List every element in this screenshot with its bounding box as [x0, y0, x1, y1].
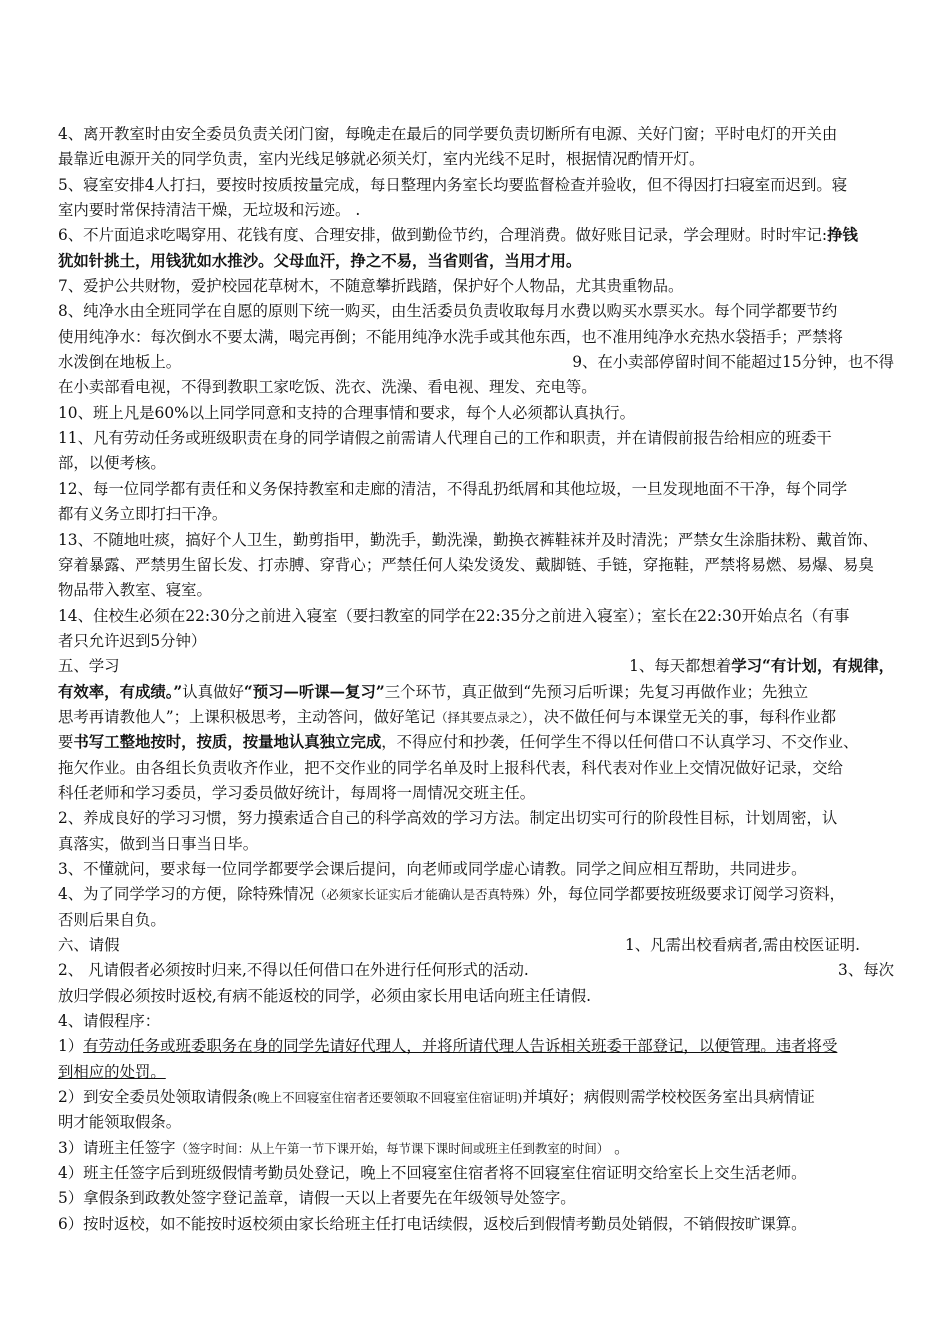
leave-step-2	[58, 1087, 894, 1108]
text: 。	[609, 1138, 630, 1157]
leave-step-1-cont	[58, 1062, 894, 1083]
study-4	[58, 884, 894, 905]
rule-12	[58, 479, 894, 500]
text: 科任老师和学习委员，学习委员做好统计，每周将一周情况交班主任。	[58, 783, 536, 802]
text: 13、不随地吐痰，搞好个人卫生，勤剪指甲，勤洗手，勤洗澡，勤换衣裤鞋袜并及时清洗；严禁女生涂脂抹粉、戴首饰、	[58, 530, 878, 549]
study-2	[58, 808, 894, 829]
text: 6、不片面追求吃喝穿用、花钱有度、合理安排，做到勤俭节约，合理消费。做好账目记录，学会理财。时时牢记:	[58, 226, 828, 245]
text: 6）按时返校，如不能按时返校须由家长给班主任打电话续假，返校后到假情考勤员处销假，不销假按旷课算。	[58, 1214, 807, 1233]
text: 思考再请教他人”；上课积极思考，主动答问，做好笔记	[58, 707, 436, 726]
leave-4	[58, 1011, 894, 1032]
rule-13	[58, 530, 894, 551]
text: 真落实，做到当日事当日毕。	[58, 834, 259, 853]
text: 10、班上凡是60%以上同学同意和支持的合理事情和要求，每个人必须都认真执行。	[58, 403, 636, 422]
text: 12、每一位同学都有责任和义务保持教室和走廊的清洁，不得乱扔纸屑和其他垃圾，一旦发现地面不干净，每个同学	[58, 479, 848, 498]
leave-step-6	[58, 1214, 894, 1235]
small-note: (晚上不回寝室住宿者还要领取不回寝室住宿证明)	[252, 1090, 523, 1106]
rule-9-cont	[58, 377, 894, 398]
text: 9、在小卖部停留时间不能超过15分钟，也不得	[572, 353, 894, 372]
rule-6-cont	[58, 251, 894, 272]
rule-4-cont	[58, 149, 894, 170]
text: 室内要时常保持清洁干燥，无垃圾和污迹。 .	[58, 201, 361, 220]
leave-3-cont	[58, 986, 894, 1007]
text: 7、爱护公共财物，爱护校园花草树木，不随意攀折践踏，保护好个人物品，尤其贵重物品。	[58, 277, 684, 296]
study-1-cont	[58, 758, 894, 779]
text: 1、每天都想着	[629, 657, 732, 676]
text: 14、住校生必须在22:30分之前进入寝室（要扫教室的同学在22:35分之前进入寝室）；室长在22:30开始点名（有事	[58, 606, 850, 625]
leave-step-3	[58, 1138, 894, 1159]
text: 1、凡需出校看病者,需由校医证明.	[624, 936, 860, 954]
rule-6	[58, 225, 894, 246]
leave-2-3	[58, 960, 894, 981]
rule-14	[58, 606, 894, 627]
underlined-text: 到相应的处罚。	[58, 1062, 166, 1081]
text: 拖欠作业。由各组长负责收齐作业，把不交作业的同学名单及时上报科代表，科代表对作业上交情况做好记录，交给	[58, 758, 843, 777]
text: ，不得应付和抄袭，任何学生不得以任何借口不认真学习、不交作业、	[381, 733, 859, 752]
text: 4、离开教室时由安全委员负责关闭门窗，每晚走在最后的同学要负责切断所有电源、关好门窗；平时电灯的开关由	[58, 125, 838, 143]
text: 11、凡有劳动任务或班级职责在身的同学请假之前需请人代理自己的工作和职责，并在请假前报告给相应的班委干	[58, 429, 832, 448]
rule-4	[58, 124, 894, 145]
text: 明才能领取假条。	[58, 1113, 182, 1132]
study-3	[58, 859, 894, 880]
text: 8、纯净水由全班同学在自愿的原则下统一购买，由生活委员负责收取每月水费以购买水票买水。每个同学都要节约	[58, 302, 838, 321]
rule-11	[58, 428, 894, 449]
text: 穿着暴露、严禁男生留长发、打赤膊、穿背心；严禁任何人染发烫发、戴脚链、手链，穿拖鞋，严禁将易燃、易爆、易臭	[58, 555, 874, 574]
text: 1）	[58, 1037, 84, 1056]
text: 者只允许迟到5分钟）	[58, 631, 207, 650]
leave-step-1	[58, 1036, 894, 1057]
text: 部，以便考核。	[58, 454, 166, 473]
section-heading: 六、请假	[58, 936, 120, 954]
rule-14-cont	[58, 631, 894, 652]
text: 物品带入教室、寝室。	[58, 581, 212, 600]
text: 外，每位同学都要按班级要求订阅学习资料，	[537, 885, 845, 904]
text: 并填好；病假则需学校校医务室出具病情证	[522, 1088, 815, 1107]
bold-text: 有效率，有成绩。”	[58, 682, 183, 701]
text: 3、不懂就问，要求每一位同学都要学会课后提问，向老师或同学虚心请教。同学之间应相互帮助，共同进步。	[58, 859, 807, 878]
text: 使用纯净水：每次倒水不要太满，喝完再倒；不能用纯净水洗手或其他东西，也不准用纯净水充热水袋捂手；严禁将	[58, 327, 843, 346]
study-1-cont	[58, 707, 894, 728]
rule-8-cont	[58, 327, 894, 348]
study-1	[58, 682, 894, 703]
text: 水泼倒在地板上。	[58, 353, 182, 372]
bold-text: 犹如针挑土，用钱犹如水推沙。父母血汗，挣之不易，当省则省，当用才用。	[58, 251, 582, 270]
text: 2、 凡请假者必须按时归来,不得以任何借口在外进行任何形式的活动.	[58, 961, 529, 980]
leave-step-2-cont	[58, 1112, 894, 1133]
rule-10	[58, 403, 894, 424]
small-note: （择其要点录之）	[435, 709, 529, 725]
text: 3）请班主任签字	[58, 1138, 176, 1157]
rule-13-cont	[58, 580, 894, 601]
study-1-cont	[58, 783, 894, 804]
bold-text: 书写工整地按时，按质，按量地认真独立完成	[73, 733, 382, 752]
document-page	[58, 124, 894, 1239]
text: 5）拿假条到政教处签字登记盖章，请假一天以上者要先在年级领导处签字。	[58, 1189, 576, 1208]
bold-text: “预习—听课—复习”	[243, 682, 385, 701]
text: 2、养成良好的学习习惯，努力摸索适合自己的科学高效的学习方法。制定出切实可行的阶段性目标，计划周密，认	[58, 809, 838, 828]
bold-text: 挣钱	[827, 226, 858, 245]
underlined-text: 有劳动任务或班委职务在身的同学先请好代理人，并将所请代理人告诉相关班委干部登记，以便管理。违者将受	[83, 1037, 838, 1056]
text: 都有义务立即打扫干净。	[58, 505, 228, 524]
text: 否则后果自负。	[58, 910, 166, 929]
rule-11-cont	[58, 453, 894, 474]
section-study-heading	[58, 656, 894, 677]
text: 最靠近电源开关的同学负责，室内光线足够就必须关灯，室内光线不足时，根据情况酌情开灯。	[58, 150, 705, 169]
bold-text: 学习“有计划，有规律，	[731, 657, 894, 676]
rule-5-cont	[58, 200, 894, 221]
text: 4）班主任签字后到班级假情考勤员处登记，晚上不回寝室住宿者将不回寝室住宿证明交给室长上交生活老师。	[58, 1164, 807, 1183]
study-1-cont	[58, 732, 894, 753]
text: 3、每次	[838, 961, 894, 980]
section-leave-heading	[58, 935, 894, 956]
text: 4、为了同学学习的方便，除特殊情况	[58, 885, 315, 904]
leave-step-4	[58, 1163, 894, 1184]
text: 5、寝室安排4人打扫，要按时按质按量完成，每日整理内务室长均要监督检查并验收，但不得因打扫寝室而迟到。寝	[58, 175, 848, 194]
text: 要	[58, 733, 74, 752]
text: 认真做好	[182, 682, 244, 701]
text: 三个环节，真正做到“先预习后听课；先复习再做作业；先独立	[384, 682, 809, 701]
text: ，决不做任何与本课堂无关的事，每科作业都	[528, 707, 837, 726]
rule-5	[58, 175, 894, 196]
rule-13-cont	[58, 555, 894, 576]
text: 4、请假程序：	[58, 1012, 161, 1031]
text: 在小卖部看电视，不得到教职工家吃饭、洗衣、洗澡、看电视、理发、充电等。	[58, 378, 597, 397]
study-4-cont	[58, 910, 894, 931]
rule-7	[58, 276, 894, 297]
text: 放归学假必须按时返校,有病不能返校的同学，必须由家长用电话向班主任请假.	[58, 986, 592, 1005]
study-2-cont	[58, 834, 894, 855]
rule-8	[58, 301, 894, 322]
small-note: （必须家长证实后才能确认是否真特殊）	[314, 887, 538, 903]
text: 2）到安全委员处领取请假条	[58, 1088, 253, 1107]
rule-12-cont	[58, 504, 894, 525]
section-heading: 五、学习	[58, 657, 120, 676]
rule-8-9	[58, 352, 894, 373]
leave-step-5	[58, 1188, 894, 1209]
small-note: （签字时间：从上午第一节下课开始，每节课下课时间或班主任到教室的时间）	[175, 1140, 610, 1156]
